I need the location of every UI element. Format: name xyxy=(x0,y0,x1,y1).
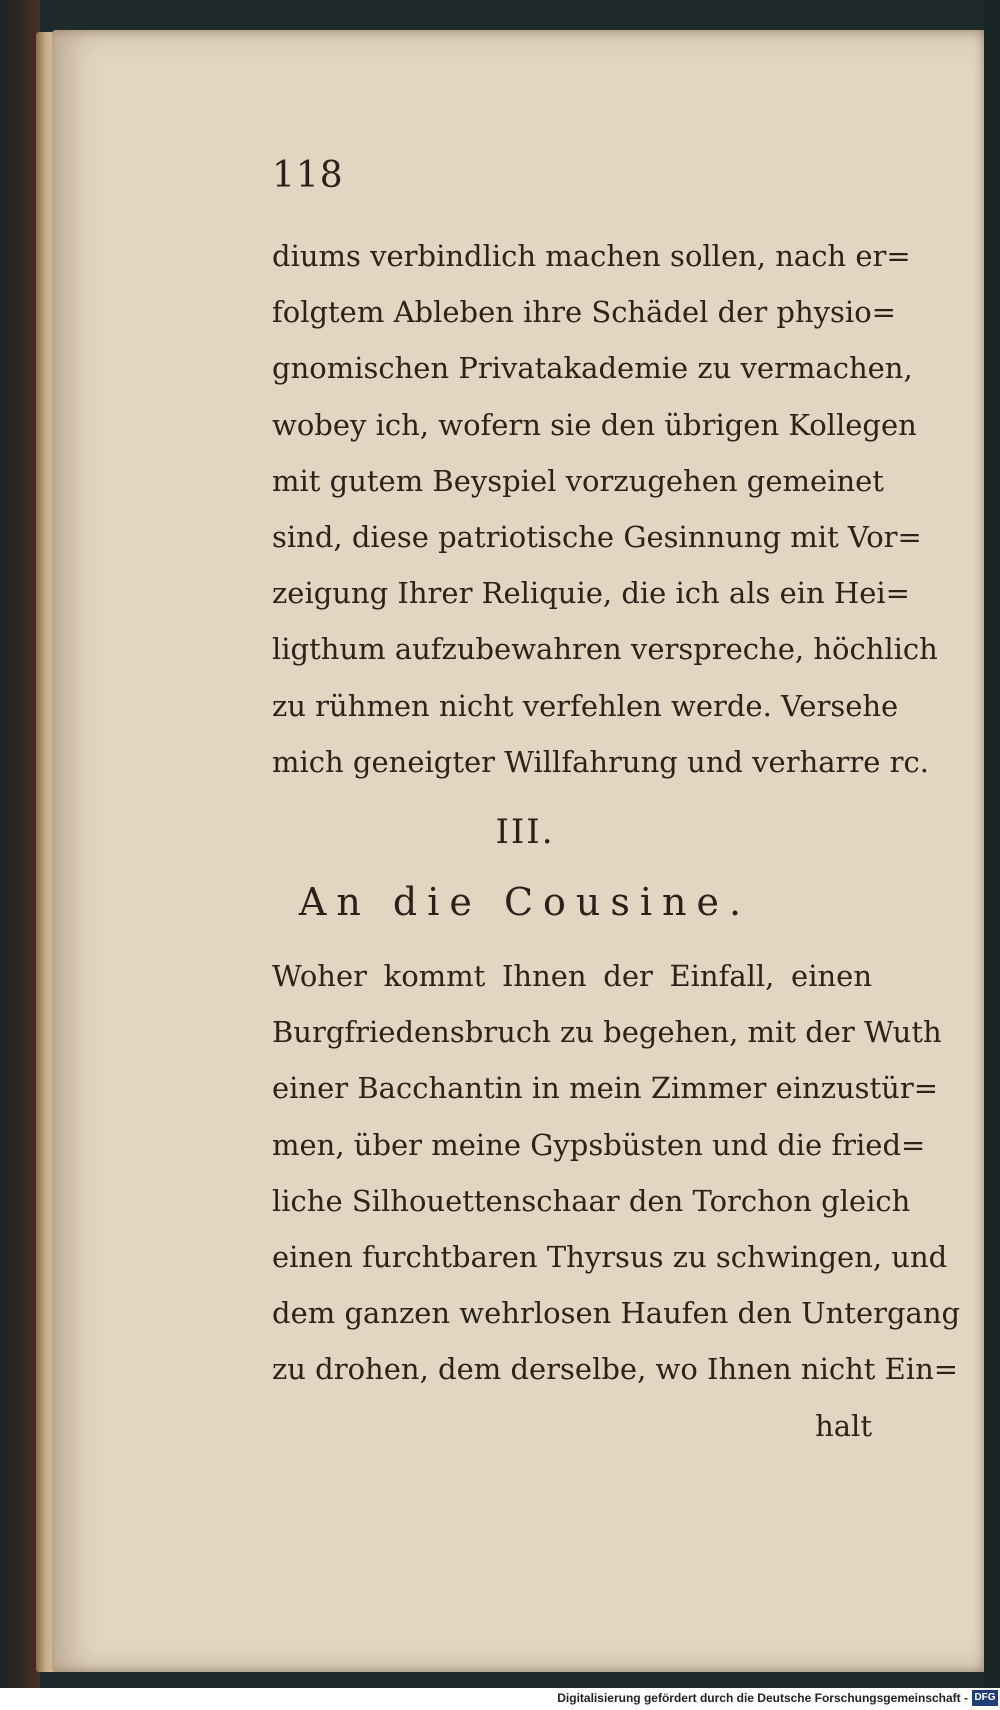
text-line: dem ganzen wehrlosen Haufen den Untergang xyxy=(272,1296,961,1331)
text-line: einen furchtbaren Thyrsus zu schwingen, und xyxy=(272,1239,948,1274)
text-line: Burgfriedensbruch zu begehen, mit der Wuth xyxy=(272,1015,942,1050)
text-line: zu drohen, dem derselbe, wo Ihnen nicht Ein= xyxy=(272,1352,959,1387)
paragraph-continued xyxy=(272,228,938,790)
book-cover-right xyxy=(984,0,1000,1710)
text-line: folgtem Ableben ihre Schädel der physio= xyxy=(272,295,896,330)
letter-paragraph xyxy=(272,948,961,1454)
book-cover-left xyxy=(0,0,40,1710)
page-number: 118 xyxy=(272,155,344,196)
text-line: mich geneigter Willfahrung und verharre rc. xyxy=(272,744,929,779)
text-line: zu rühmen nicht verfehlen werde. Versehe xyxy=(272,688,899,723)
text-line: liche Silhouettenschaar den Torchon gleich xyxy=(272,1183,911,1218)
text-line: men, über meine Gypsbüsten und die fried= xyxy=(272,1127,926,1162)
text-line: ligthum aufzubewahren verspreche, höchlich xyxy=(272,632,938,667)
section-number: III. xyxy=(495,812,555,852)
text-line: Woher kommt Ihnen der Einfall, einen xyxy=(272,959,872,993)
text-line: gnomischen Privatakademie zu vermachen, xyxy=(272,351,913,386)
dfg-logo: DFG xyxy=(972,1690,998,1706)
digitization-footer xyxy=(0,1688,1000,1710)
text-line: einer Bacchantin in mein Zimmer einzustür= xyxy=(272,1071,939,1106)
text-line: mit gutem Beyspiel vorzugehen gemeinet xyxy=(272,463,884,498)
text-line: wobey ich, wofern sie den übrigen Kollegen xyxy=(272,407,917,442)
text-line: sind, diese patriotische Gesinnung mit Vor= xyxy=(272,519,922,554)
footer-credit: Digitalisierung gefördert durch die Deutsche Forschungsgemeinschaft - xyxy=(557,1691,968,1705)
text-line: zeigung Ihrer Reliquie, die ich als ein Hei= xyxy=(272,576,910,611)
text-line: diums verbindlich machen sollen, nach er= xyxy=(272,239,911,273)
catchword: halt xyxy=(815,1408,872,1443)
section-title: An die Cousine. xyxy=(298,880,752,924)
